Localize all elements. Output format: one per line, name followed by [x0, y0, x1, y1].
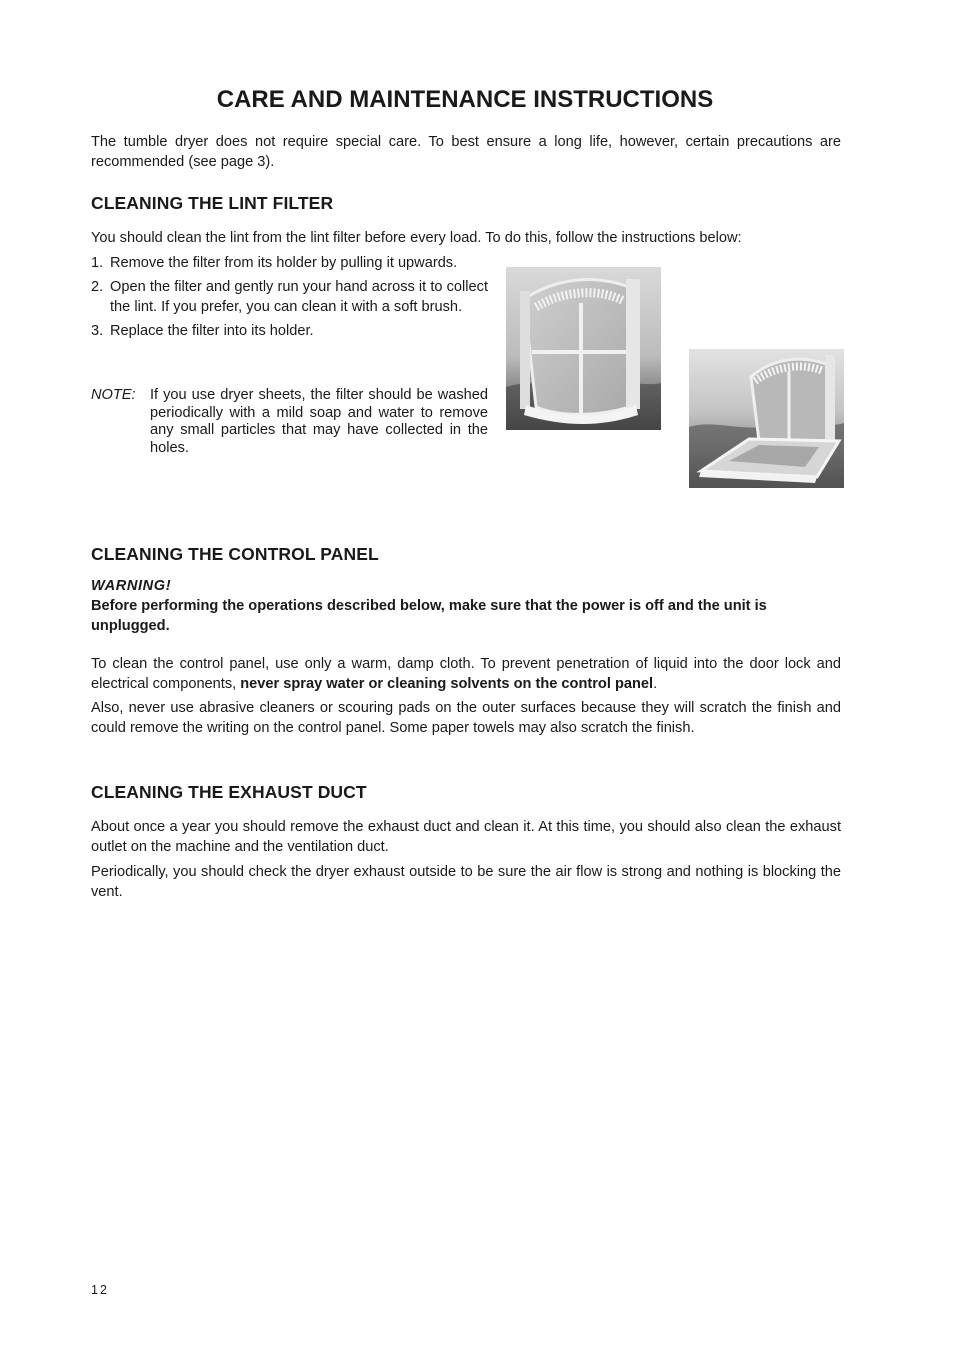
note-block	[91, 387, 488, 457]
exhaust-duct-paragraph-1: About once a year you should remove the exhaust duct and clean it. At this time, you should also clean the exhaust outlet on the machine and the ventilation duct.	[91, 819, 841, 855]
lint-filter-intro: You should clean the lint from the lint filter before every load. To do this, follow the instructions below:	[91, 230, 742, 246]
list-item	[91, 278, 488, 317]
lint-filter-open-photo	[689, 349, 844, 488]
lint-filter-closed-photo	[506, 267, 661, 430]
control-panel-heading: CLEANING THE CONTROL PANEL	[91, 544, 379, 564]
control-panel-paragraph-2: Also, never use abrasive cleaners or scouring pads on the outer surfaces because they will scratch the finish and could remove the writing on the control panel. Some paper towels may also scratch the finish.	[91, 700, 841, 736]
page-title: CARE AND MAINTENANCE INSTRUCTIONS	[216, 86, 714, 113]
control-panel-text: To clean the control panel, use only a warm, damp cloth. To prevent penetration of liquid into the door lock and electrical components,	[91, 656, 841, 692]
step-text: Remove the filter from its holder by pulling it upwards.	[110, 255, 458, 271]
note-label: NOTE:	[91, 387, 136, 403]
list-item	[91, 322, 488, 342]
lint-filter-heading: CLEANING THE LINT FILTER	[91, 193, 334, 213]
control-panel-paragraph-1	[91, 655, 841, 694]
exhaust-duct-heading: CLEANING THE EXHAUST DUCT	[91, 782, 367, 802]
lint-filter-steps	[91, 254, 488, 341]
control-panel-emphasis: never spray water or cleaning solvents on the control panel	[240, 675, 654, 692]
intro-paragraph: The tumble dryer does not require special care. To best ensure a long life, however, certain precautions are recommended (see page 3).	[91, 134, 841, 170]
warning-text: Before performing the operations described below, make sure that the power is off and the unit is unplugged.	[91, 598, 767, 634]
step-text: Open the filter and gently run your hand across it to collect the lint. If you prefer, you can clean it with a soft brush.	[110, 279, 488, 315]
step-number: 1.	[91, 255, 104, 271]
page-number: 12	[91, 1283, 109, 1297]
step-text: Replace the filter into its holder.	[110, 322, 314, 339]
control-panel-text-end: .	[653, 675, 658, 692]
step-number: 3.	[91, 322, 104, 339]
list-item	[91, 254, 488, 274]
note-text: If you use dryer sheets, the filter should be washed periodically with a mild soap and water to remove any small particles that may have collected in the holes.	[150, 387, 488, 456]
step-number: 2.	[91, 279, 104, 295]
warning-label: WARNING!	[91, 578, 172, 594]
exhaust-duct-paragraph-2: Periodically, you should check the dryer exhaust outside to be sure the air flow is strong and nothing is blocking the vent.	[91, 864, 841, 900]
